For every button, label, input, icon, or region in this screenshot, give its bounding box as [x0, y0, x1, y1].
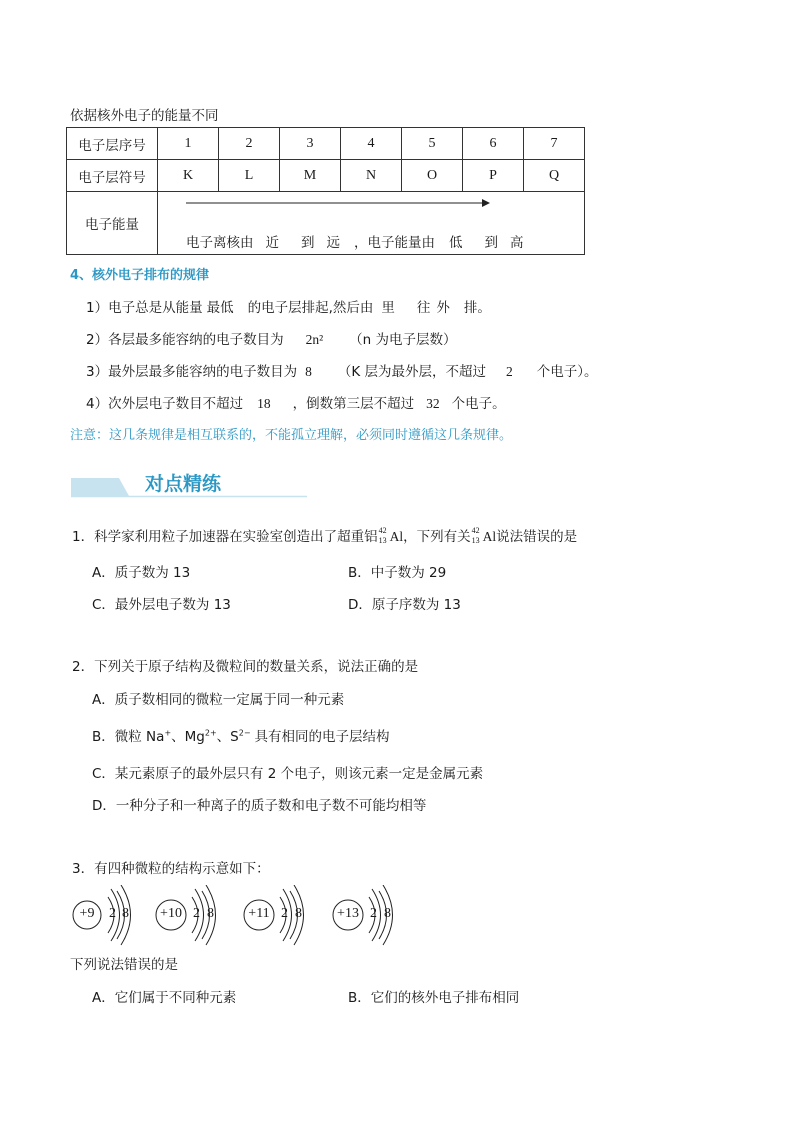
section-heading: 4、核外电子排布的规律	[70, 268, 210, 283]
row-header: 电子能量	[67, 192, 158, 255]
ion-charge: 2−	[238, 728, 251, 738]
note-text: 注意：这几条规律是相互联系的，不能孤立理解，必须同时遵循这几条规律。	[70, 428, 513, 443]
table-cell: M	[280, 160, 341, 192]
option-text: 具有相同的电子层结构	[254, 729, 390, 745]
rule-answer: 外	[436, 300, 450, 316]
option-b[interactable]	[92, 725, 390, 745]
energy-text: 远	[326, 235, 340, 251]
table-cell: 3	[280, 128, 341, 160]
energy-text: 到	[301, 235, 315, 251]
rule-text: 1）电子总是从能量	[86, 300, 203, 316]
rule-text: 4）次外层电子数目不超过	[86, 396, 244, 412]
rule-answer: 最低	[206, 300, 234, 316]
rule-1	[86, 296, 491, 316]
question-2-stem: 2．下列关于原子结构及微粒间的数量关系，说法正确的是	[72, 659, 419, 675]
nucleus-charge: +9	[79, 906, 95, 921]
table-cell: L	[219, 160, 280, 192]
rule-text: 排。	[463, 300, 491, 316]
rule-4	[86, 392, 506, 412]
atom-diagram	[329, 885, 439, 947]
nucleus-charge: +11	[248, 906, 270, 921]
nucleus-charge: +10	[160, 906, 182, 921]
question-text: 1．科学家利用粒子加速器在实验室创造出了超重铝	[72, 529, 378, 545]
rule-answer: 32	[426, 396, 440, 411]
question-3-follow: 下列说法错误的是	[70, 957, 178, 973]
energy-text: 高	[510, 235, 524, 251]
energy-cell	[158, 192, 585, 255]
energy-text: 到	[484, 235, 498, 251]
rule-text: 往	[416, 300, 431, 316]
option-text: 、Mg	[171, 729, 205, 745]
option-text: B．微粒 Na	[92, 729, 165, 745]
row-header: 电子层符号	[67, 160, 158, 192]
energy-arrow	[186, 196, 496, 210]
mass-number: 42	[378, 526, 387, 535]
rule-text: （n 为电子层数）	[349, 332, 457, 348]
rule-text: （K 层为最外层，不超过	[337, 364, 486, 380]
row-header: 电子层序号	[67, 128, 158, 160]
nucleus-charge: +13	[337, 906, 359, 921]
element-symbol: Al	[482, 529, 497, 544]
question-text: 说法错误的是	[496, 529, 578, 545]
energy-text: ，电子能量由	[354, 235, 435, 251]
option-b[interactable]: B．它们的核外电子排布相同	[348, 990, 520, 1006]
element-symbol: Al	[389, 529, 404, 544]
option-c[interactable]: C．某元素原子的最外层只有 2 个电子，则该元素一定是金属元素	[92, 766, 484, 782]
table-cell: 5	[402, 128, 463, 160]
ion-charge: +	[164, 728, 172, 738]
rule-text: 个电子）。	[536, 364, 598, 380]
table-cell: 4	[341, 128, 402, 160]
table-cell: Q	[524, 160, 585, 192]
table-cell: 1	[158, 128, 219, 160]
shell-electrons: 2	[193, 906, 200, 921]
energy-text: 低	[449, 235, 463, 251]
shell-electrons: 8	[295, 906, 302, 921]
option-a[interactable]: A．它们属于不同种元素	[92, 990, 237, 1006]
option-text: 、S	[216, 729, 239, 745]
shell-electrons: 2	[109, 906, 116, 921]
energy-description	[186, 231, 524, 251]
option-d[interactable]: D．原子序数为 13	[348, 597, 461, 613]
mass-number: 42	[471, 526, 480, 535]
question-text: ，下列有关	[403, 529, 471, 545]
table-cell: K	[158, 160, 219, 192]
option-a[interactable]: A．质子数相同的微粒一定属于同一种元素	[92, 692, 345, 708]
rule-answer: 18	[257, 396, 271, 411]
option-d[interactable]: D．一种分子和一种离子的质子数和电子数不可能均相等	[92, 798, 427, 814]
option-b[interactable]: B．中子数为 29	[348, 565, 447, 581]
question-1-stem	[72, 525, 577, 545]
isotope-notation	[471, 526, 483, 545]
rule-answer: 8	[305, 364, 312, 379]
rule-3	[86, 360, 598, 380]
shell-electrons: 8	[207, 906, 214, 921]
shell-electrons: 2	[370, 906, 377, 921]
rule-answer: 2	[506, 364, 513, 379]
rule-text: 3）最外层最多能容纳的电子数目为	[86, 364, 298, 380]
table-row	[67, 160, 585, 192]
shell-electrons: 8	[384, 906, 391, 921]
shell-electrons: 8	[122, 906, 129, 921]
atomic-number: 13	[471, 536, 480, 545]
ion-charge: 2+	[204, 728, 217, 738]
table-cell: 2	[219, 128, 280, 160]
option-c[interactable]: C．最外层电子数为 13	[92, 597, 231, 613]
banner-title: 对点精练	[145, 473, 222, 495]
rule-answer: 里	[381, 300, 395, 316]
energy-text: 近	[265, 235, 279, 251]
isotope-notation	[378, 526, 390, 545]
option-a[interactable]: A．质子数为 13	[92, 565, 191, 581]
rule-text: 的电子层排起,然后由	[247, 300, 374, 316]
atomic-number: 13	[378, 536, 387, 545]
rule-text: 个电子。	[451, 396, 506, 412]
table-cell: O	[402, 160, 463, 192]
table-row	[67, 192, 585, 255]
rule-text: 2）各层最多能容纳的电子数目为	[86, 332, 284, 348]
intro-text: 依据核外电子的能量不同	[70, 108, 219, 124]
shell-electrons: 2	[281, 906, 288, 921]
table-cell: N	[341, 160, 402, 192]
rule-answer: 2n²	[305, 332, 324, 347]
energy-text: 电子离核由	[186, 235, 254, 251]
electron-shell-table	[66, 127, 585, 255]
table-cell: 7	[524, 128, 585, 160]
table-cell: 6	[463, 128, 524, 160]
rule-2	[86, 328, 457, 348]
table-cell: P	[463, 160, 524, 192]
table-row	[67, 128, 585, 160]
rule-text: ，倒数第三层不超过	[292, 396, 415, 412]
question-3-stem: 3．有四种微粒的结构示意如下：	[72, 861, 270, 877]
